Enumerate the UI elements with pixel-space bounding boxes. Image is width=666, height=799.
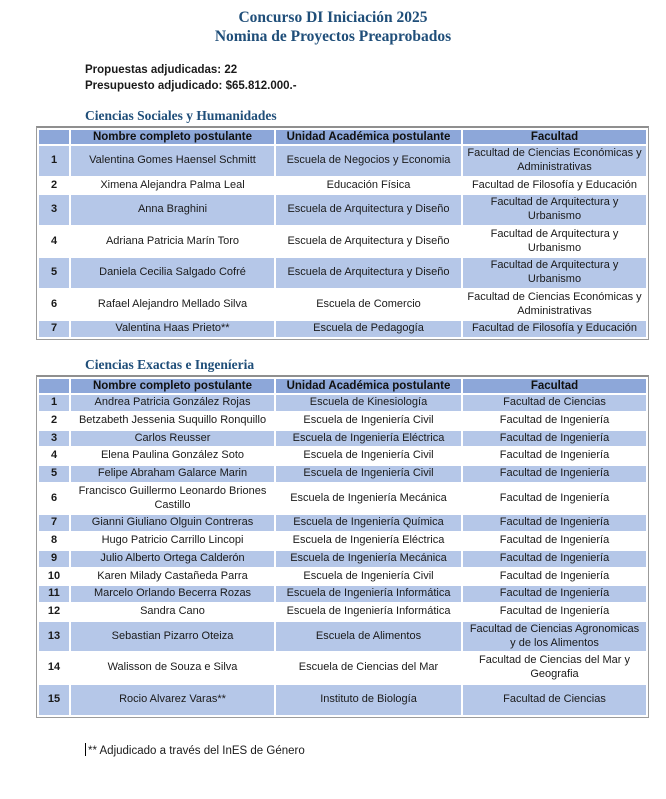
- postulante-name: Carlos Reusser: [71, 431, 274, 447]
- section-heading-exactas: Ciencias Exactas e Ingeníeria: [85, 357, 255, 372]
- row-number: 8: [39, 533, 69, 549]
- row-number: 2: [39, 413, 69, 429]
- footnote-text: ** Adjudicado a través del InES de Género: [88, 744, 305, 757]
- table-header-row: [39, 379, 646, 393]
- text-cursor: [85, 743, 86, 756]
- table-row: [39, 431, 646, 447]
- unidad-academica: Escuela de Ingeniería Civil: [276, 569, 461, 585]
- facultad: Facultad de Ingeniería: [463, 466, 646, 482]
- facultad: Facultad de Ingeniería: [463, 604, 646, 620]
- unidad-academica: Escuela de Comercio: [276, 290, 461, 320]
- unidad-academica: Escuela de Arquitectura y Diseño: [276, 258, 461, 288]
- table-row: [39, 227, 646, 257]
- postulante-name: Anna Braghini: [71, 195, 274, 225]
- row-number: 9: [39, 551, 69, 567]
- postulante-name: Sebastian Pizarro Oteiza: [71, 622, 274, 652]
- unidad-academica: Instituto de Biología: [276, 685, 461, 715]
- budget-value: $65.812.000.-: [225, 80, 297, 92]
- row-number: 2: [39, 178, 69, 194]
- facultad: Facultad de Ciencias Económicas y Administrativas: [463, 290, 646, 320]
- table-row: [39, 515, 646, 531]
- row-number: 6: [39, 484, 69, 514]
- proposals-summary: [85, 62, 666, 78]
- postulante-name: Felipe Abraham Galarce Marin: [71, 466, 274, 482]
- postulante-name: Francisco Guillermo Leonardo Briones Castillo: [71, 484, 274, 514]
- postulante-name: Karen Milady Castañeda Parra: [71, 569, 274, 585]
- row-number: 11: [39, 586, 69, 602]
- column-header: Unidad Académica postulante: [276, 130, 461, 144]
- facultad: Facultad de Arquitectura y Urbanismo: [463, 195, 646, 225]
- table-row: [39, 604, 646, 620]
- row-number: 3: [39, 195, 69, 225]
- unidad-academica: Escuela de Ingeniería Informática: [276, 604, 461, 620]
- section-heading-sociales: Ciencias Sociales y Humanidades: [85, 108, 277, 123]
- table-row: [39, 413, 646, 429]
- table-row: [39, 258, 646, 288]
- summary-block: [85, 62, 666, 94]
- postulante-name: Walisson de Souza e Silva: [71, 653, 274, 683]
- unidad-academica: Escuela de Ingeniería Informática: [276, 586, 461, 602]
- facultad: Facultad de Arquitectura y Urbanismo: [463, 258, 646, 288]
- facultad: Facultad de Ingeniería: [463, 586, 646, 602]
- table-exactas-wrapper: [36, 375, 649, 718]
- unidad-academica: Escuela de Ingeniería Química: [276, 515, 461, 531]
- unidad-academica: Escuela de Arquitectura y Diseño: [276, 227, 461, 257]
- table-row: [39, 653, 646, 683]
- postulante-name: Adriana Patricia Marín Toro: [71, 227, 274, 257]
- table-row: [39, 569, 646, 585]
- table-row: [39, 622, 646, 652]
- row-number: 13: [39, 622, 69, 652]
- column-header: Nombre completo postulante: [71, 379, 274, 393]
- unidad-academica: Escuela de Ingeniería Civil: [276, 413, 461, 429]
- postulante-name: Rocio Alvarez Varas**: [71, 685, 274, 715]
- row-number: 14: [39, 653, 69, 683]
- postulante-name: Elena Paulina González Soto: [71, 448, 274, 464]
- facultad: Facultad de Ingeniería: [463, 484, 646, 514]
- facultad: Facultad de Ciencias: [463, 395, 646, 411]
- unidad-academica: Escuela de Ingeniería Mecánica: [276, 551, 461, 567]
- postulante-name: Betzabeth Jessenia Suquillo Ronquillo: [71, 413, 274, 429]
- document-title: [0, 0, 666, 46]
- table-sociales-wrapper: [36, 126, 649, 340]
- postulante-name: Ximena Alejandra Palma Leal: [71, 178, 274, 194]
- facultad: Facultad de Ciencias Agronomicas y de los Alimentos: [463, 622, 646, 652]
- unidad-academica: Escuela de Pedagogía: [276, 321, 461, 337]
- unidad-academica: Escuela de Alimentos: [276, 622, 461, 652]
- column-header: Facultad: [463, 379, 646, 393]
- table-header-row: [39, 130, 646, 144]
- table-row: [39, 586, 646, 602]
- row-number: 5: [39, 466, 69, 482]
- table-row: [39, 484, 646, 514]
- postulante-name: Gianni Giuliano Olguin Contreras: [71, 515, 274, 531]
- postulante-name: Sandra Cano: [71, 604, 274, 620]
- table-row: [39, 466, 646, 482]
- postulante-name: Valentina Gomes Haensel Schmitt: [71, 146, 274, 176]
- postulante-name: Julio Alberto Ortega Calderón: [71, 551, 274, 567]
- table-row: [39, 551, 646, 567]
- title-line-1: Concurso DI Iniciación 2025: [238, 9, 428, 26]
- row-number: 5: [39, 258, 69, 288]
- postulante-name: Marcelo Orlando Becerra Rozas: [71, 586, 274, 602]
- facultad: Facultad de Filosofía y Educación: [463, 321, 646, 337]
- unidad-academica: Educación Física: [276, 178, 461, 194]
- row-number: 6: [39, 290, 69, 320]
- facultad: Facultad de Ingeniería: [463, 448, 646, 464]
- column-header: [39, 130, 69, 144]
- row-number: 4: [39, 448, 69, 464]
- row-number: 10: [39, 569, 69, 585]
- table-row: [39, 178, 646, 194]
- facultad: Facultad de Ingeniería: [463, 431, 646, 447]
- table-sociales: [37, 128, 648, 339]
- facultad: Facultad de Ciencias: [463, 685, 646, 715]
- unidad-academica: Escuela de Ingeniería Civil: [276, 448, 461, 464]
- facultad: Facultad de Filosofía y Educación: [463, 178, 646, 194]
- table-row: [39, 685, 646, 715]
- table-row: [39, 533, 646, 549]
- unidad-academica: Escuela de Ingeniería Eléctrica: [276, 431, 461, 447]
- proposals-value: 22: [224, 64, 238, 76]
- budget-summary: [85, 78, 666, 94]
- unidad-academica: Escuela de Kinesiología: [276, 395, 461, 411]
- postulante-name: Andrea Patricia González Rojas: [71, 395, 274, 411]
- table-row: [39, 146, 646, 176]
- row-number: 12: [39, 604, 69, 620]
- unidad-academica: Escuela de Negocios y Economia: [276, 146, 461, 176]
- column-header: Facultad: [463, 130, 646, 144]
- footnote: [85, 743, 666, 757]
- postulante-name: Hugo Patricio Carrillo Lincopi: [71, 533, 274, 549]
- facultad: Facultad de Ciencias Económicas y Administrativas: [463, 146, 646, 176]
- facultad: Facultad de Arquitectura y Urbanismo: [463, 227, 646, 257]
- row-number: 1: [39, 395, 69, 411]
- table-exactas: [37, 377, 648, 717]
- postulante-name: Daniela Cecilia Salgado Cofré: [71, 258, 274, 288]
- title-line-2: Nomina de Proyectos Preaprobados: [214, 28, 452, 45]
- row-number: 7: [39, 515, 69, 531]
- table-row: [39, 321, 646, 337]
- table-row: [39, 195, 646, 225]
- facultad: Facultad de Ingeniería: [463, 551, 646, 567]
- facultad: Facultad de Ingeniería: [463, 515, 646, 531]
- postulante-name: Valentina Haas Prieto**: [71, 321, 274, 337]
- table-row: [39, 395, 646, 411]
- facultad: Facultad de Ingeniería: [463, 533, 646, 549]
- facultad: Facultad de Ingeniería: [463, 413, 646, 429]
- unidad-academica: Escuela de Ingeniería Eléctrica: [276, 533, 461, 549]
- unidad-academica: Escuela de Ciencias del Mar: [276, 653, 461, 683]
- table-row: [39, 290, 646, 320]
- unidad-academica: Escuela de Arquitectura y Diseño: [276, 195, 461, 225]
- row-number: 4: [39, 227, 69, 257]
- facultad: Facultad de Ingeniería: [463, 569, 646, 585]
- unidad-academica: Escuela de Ingeniería Civil: [276, 466, 461, 482]
- proposals-label: Propuestas adjudicadas:: [85, 64, 222, 76]
- facultad: Facultad de Ciencias del Mar y Geografia: [463, 653, 646, 683]
- row-number: 1: [39, 146, 69, 176]
- column-header: Unidad Académica postulante: [276, 379, 461, 393]
- budget-label: Presupuesto adjudicado:: [85, 80, 223, 92]
- row-number: 7: [39, 321, 69, 337]
- row-number: 15: [39, 685, 69, 715]
- postulante-name: Rafael Alejandro Mellado Silva: [71, 290, 274, 320]
- column-header: [39, 379, 69, 393]
- table-row: [39, 448, 646, 464]
- unidad-academica: Escuela de Ingeniería Mecánica: [276, 484, 461, 514]
- row-number: 3: [39, 431, 69, 447]
- column-header: Nombre completo postulante: [71, 130, 274, 144]
